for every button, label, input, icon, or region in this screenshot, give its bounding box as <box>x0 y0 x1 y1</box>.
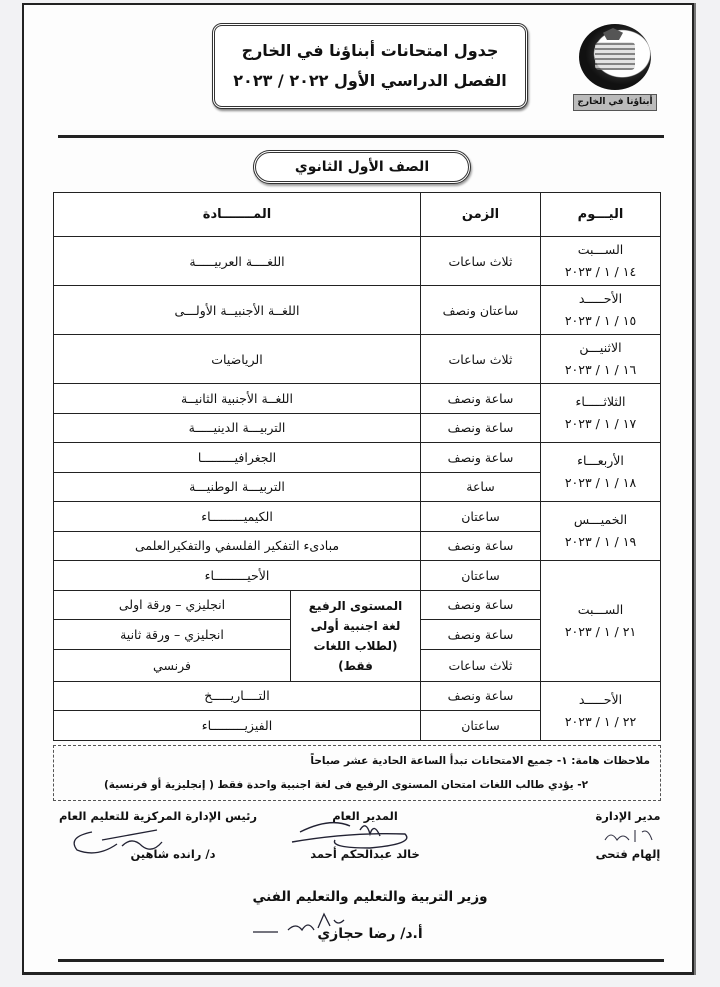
day-cell <box>541 502 661 561</box>
ministry-logo <box>573 22 657 114</box>
subject-cell: انجليزي – ورقة اولى <box>54 590 291 620</box>
group-label-line: المستوى الرفيع <box>308 598 403 613</box>
time-cell: ساعة ونصف <box>421 443 541 473</box>
day-name: الثلاثـــــاء <box>575 394 626 409</box>
day-name: الاثنيـــن <box>579 340 622 355</box>
time-cell: ساعة ونصف <box>421 384 541 414</box>
subject-cell: التربيـــة الوطنيـــة <box>54 472 421 502</box>
time-cell: ساعة ونصف <box>421 590 541 620</box>
time-cell: ساعة ونصف <box>421 531 541 561</box>
grade-label: الصف الأول الثانوي <box>253 150 471 184</box>
day-cell <box>541 237 661 286</box>
handwritten-signature-icon <box>290 812 420 852</box>
table-header-row <box>54 193 661 237</box>
time-cell: ثلاث ساعات <box>421 649 541 681</box>
subject-cell: فرنسي <box>54 649 291 681</box>
note-2: ٢- يؤدي طالب اللغات امتحان المستوى الرفيع فى لغة اجنبية واحدة فقط ( إنجليزية أو فرنسية) <box>103 779 588 791</box>
header-time: الزمن <box>421 193 541 237</box>
header-divider <box>58 135 664 138</box>
table-row <box>54 561 661 591</box>
title-line-2: الفصل الدراسي الأول ٢٠٢٢ / ٢٠٢٣ <box>233 71 507 90</box>
table-row <box>54 384 661 414</box>
day-cell <box>541 561 661 682</box>
logo-label: أبناؤنا في الخارج <box>573 94 657 111</box>
time-cell: ساعتان <box>421 561 541 591</box>
day-date: ١٤ / ١ / ٢٠٢٣ <box>564 264 637 279</box>
footer-divider <box>58 959 664 962</box>
signature-role: رئيس الإدارة المركزية للتعليم العام <box>58 809 258 823</box>
subject-cell: الجغرافيـــــــــا <box>54 443 421 473</box>
subject-cell: الكيميـــــــــاء <box>54 502 421 532</box>
time-cell: ساعة ونصف <box>421 413 541 443</box>
time-cell: ساعتان <box>421 502 541 532</box>
subject-cell: اللغــــة العربيـــــة <box>54 237 421 286</box>
header-subject: المـــــــادة <box>54 193 421 237</box>
time-cell: ساعة ونصف <box>421 681 541 711</box>
day-cell <box>541 681 661 740</box>
group-label-line: (لطلاب اللغات فقط) <box>313 638 398 673</box>
day-date: ١٥ / ١ / ٢٠٢٣ <box>564 313 637 328</box>
handwritten-signature-icon <box>600 826 660 846</box>
note-1: ملاحظات هامة: ١- جميع الامتحانات تبدأ الساعة الحادية عشر صباحاً <box>310 755 650 767</box>
time-cell: ساعتان ونصف <box>421 286 541 335</box>
minister-name: أ.د/ رضا حجازي <box>317 926 423 942</box>
subject-cell: انجليزي – ورقة ثانية <box>54 620 291 650</box>
subject-cell: اللغــة الأجنبيــة الأولـــى <box>54 286 421 335</box>
title-line-1: جدول امتحانات أبناؤنا في الخارج <box>241 41 499 60</box>
day-name: الأحـــــد <box>578 291 623 306</box>
day-name: الأربعـــاء <box>577 453 624 468</box>
time-cell: ثلاث ساعات <box>421 335 541 384</box>
minister-role: وزير التربية والتعليم والتعليم الفني <box>252 889 488 905</box>
subject-cell: التــــاريـــــخ <box>54 681 421 711</box>
day-date: ٢١ / ١ / ٢٠٢٣ <box>564 623 637 639</box>
day-date: ١٧ / ١ / ٢٠٢٣ <box>564 416 637 431</box>
signature-role: المدير العام <box>332 809 398 823</box>
table-row <box>54 237 661 286</box>
day-date: ١٦ / ١ / ٢٠٢٣ <box>564 362 637 377</box>
day-name: الخميـــس <box>573 512 628 527</box>
day-date: ٢٢ / ١ / ٢٠٢٣ <box>564 713 637 729</box>
day-cell <box>541 443 661 502</box>
subject-cell: مبادىء التفكير الفلسفي والتفكيرالعلمى <box>54 531 421 561</box>
signature-name: د/ رانده شاهين <box>130 847 216 861</box>
day-date: ١٩ / ١ / ٢٠٢٣ <box>564 534 637 549</box>
exam-schedule-table <box>53 192 661 741</box>
day-cell <box>541 286 661 335</box>
advanced-level-group-cell <box>291 590 421 681</box>
table-row <box>54 286 661 335</box>
day-cell <box>541 335 661 384</box>
signature-role: مدير الإدارة <box>595 809 661 823</box>
minister-signature-block <box>220 888 520 944</box>
handwritten-signature-icon <box>62 822 172 862</box>
day-date: ١٨ / ١ / ٢٠٢٣ <box>564 475 637 490</box>
time-cell: ساعة ونصف <box>421 620 541 650</box>
time-cell: ساعة <box>421 472 541 502</box>
ministry-seal-icon <box>595 42 635 70</box>
signature-name: خالد عبدالحكم أحمد <box>310 847 420 861</box>
group-label-line: لغة اجنبية أولى <box>310 618 401 633</box>
table-row <box>54 335 661 384</box>
time-cell: ساعتان <box>421 711 541 741</box>
table-row <box>54 681 661 711</box>
important-notes-box <box>53 745 661 801</box>
subject-cell: التربيـــة الدينيـــــة <box>54 413 421 443</box>
subject-cell: الفيزيـــــــــاء <box>54 711 421 741</box>
subject-cell: الأحيـــــــــاء <box>54 561 421 591</box>
day-name: الســـبت <box>577 242 624 257</box>
subject-cell: الرياضيات <box>54 335 421 384</box>
time-cell: ثلاث ساعات <box>421 237 541 286</box>
table-row <box>54 443 661 473</box>
day-name: الأحـــــد <box>578 691 623 707</box>
header-day: اليـــوم <box>541 193 661 237</box>
document-title-box <box>212 23 528 109</box>
day-cell <box>541 384 661 443</box>
day-name: الســـبت <box>577 601 624 617</box>
signature-name: إلهام فتحى <box>595 847 661 861</box>
table-row <box>54 502 661 532</box>
subject-cell: اللغــة الأجنبية الثانيــة <box>54 384 421 414</box>
